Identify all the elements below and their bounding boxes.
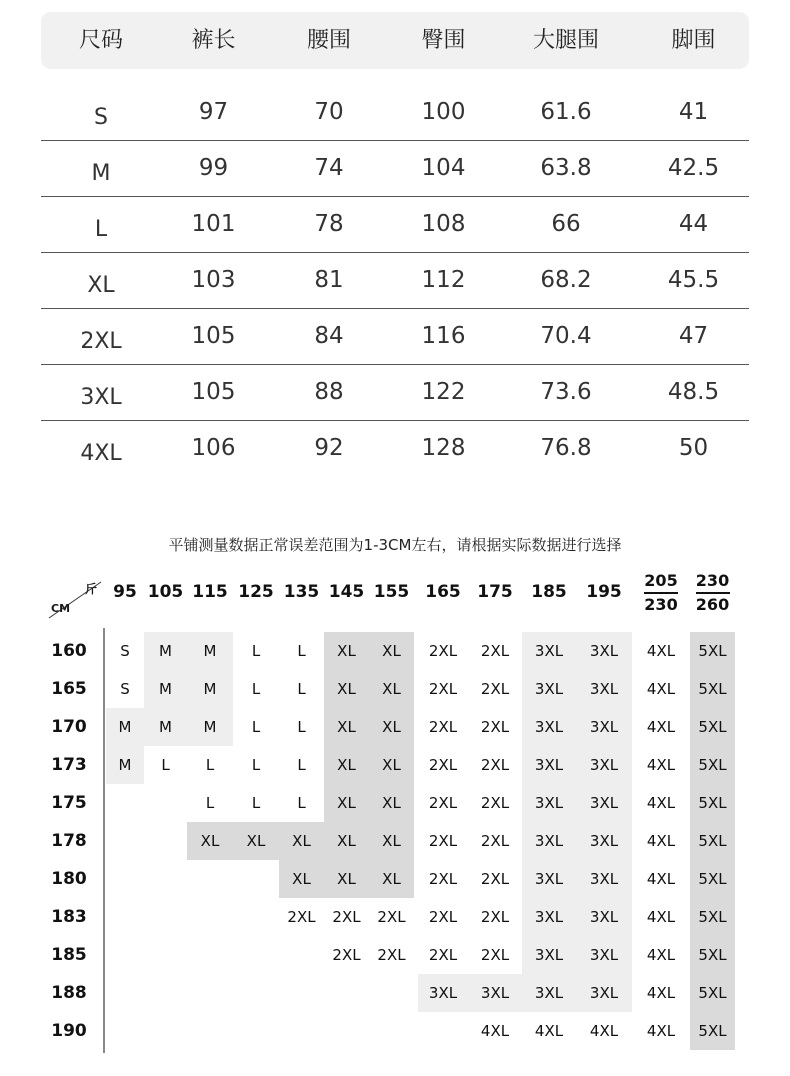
cell-thigh: 68.2	[540, 267, 592, 293]
size-recommendation-cell: 2XL	[480, 832, 510, 850]
size-recommendation-cell: 2XL	[428, 870, 458, 888]
header-thigh: 大腿围	[532, 28, 599, 53]
grid-divider	[103, 628, 105, 1053]
size-recommendation-cell: L	[297, 756, 306, 774]
size-recommendation-cell: 2XL	[480, 642, 510, 660]
weight-range-max: 260	[695, 595, 730, 614]
size-recommendation-cell: 2XL	[480, 794, 510, 812]
cell-hip: 128	[421, 435, 466, 461]
size-recommendation-cell: 2XL	[428, 680, 458, 698]
size-recommendation-cell: 4XL	[534, 1022, 564, 1040]
size-recommendation-cell: L	[251, 794, 261, 812]
size-recommendation-cell: 2XL	[428, 946, 458, 964]
weight-unit-label: 斤	[84, 582, 97, 596]
cell-thigh: 70.4	[540, 323, 592, 349]
size-recommendation-cell: 3XL	[576, 632, 632, 670]
weight-header: 195	[586, 582, 622, 602]
size-recommendation-cell: L	[251, 642, 261, 660]
size-recommendation-cell: 5XL	[690, 936, 735, 974]
size-recommendation-cell: 5XL	[690, 974, 735, 1012]
size-recommendation-cell: 4XL	[646, 870, 676, 888]
size-recommendation-cell: 4XL	[646, 908, 676, 926]
size-recommendation-cell: XL	[369, 860, 414, 898]
size-recommendation-cell: 3XL	[576, 936, 632, 974]
cell-pants-length: 99	[198, 155, 229, 181]
size-recommendation-cell: 3XL	[522, 632, 576, 670]
cell-pants-length: 101	[191, 211, 236, 237]
weight-header	[632, 570, 690, 614]
measurement-note: 平铺测量数据正常误差范围为1-3CM左右，请根据实际数据进行选择	[168, 536, 622, 554]
cell-leg-opening: 44	[678, 211, 709, 237]
size-recommendation-cell: L	[161, 756, 170, 774]
cell-size: 4XL	[80, 441, 122, 466]
cell-leg-opening: 45.5	[667, 267, 720, 293]
size-recommendation-cell: 2XL	[428, 794, 458, 812]
cell-thigh: 73.6	[540, 379, 592, 405]
size-recommendation-cell: XL	[324, 746, 369, 784]
size-recommendation-cell: 3XL	[522, 936, 576, 974]
size-recommendation-cell: L	[297, 680, 306, 698]
height-label: 183	[51, 907, 87, 927]
height-label: 185	[51, 945, 87, 965]
weight-header: 155	[373, 582, 410, 602]
cell-leg-opening: 48.5	[667, 379, 720, 405]
size-recommendation-cell: 3XL	[522, 784, 576, 822]
size-recommendation-cell: L	[205, 756, 215, 774]
size-recommendation-cell: XL	[233, 822, 279, 860]
size-recommendation-cell: 2XL	[377, 946, 406, 964]
size-recommendation-cell: 5XL	[690, 1012, 735, 1050]
size-recommendation-cell: 4XL	[646, 984, 676, 1002]
size-recommendation-cell: 3XL	[468, 974, 522, 1012]
size-recommendation-cell: 3XL	[576, 974, 632, 1012]
size-recommendation-cell: L	[297, 794, 306, 812]
size-recommendation-cell: L	[251, 718, 261, 736]
size-recommendation-cell: 2XL	[377, 908, 406, 926]
height-label: 180	[51, 869, 87, 889]
weight-header: 185	[531, 582, 567, 602]
size-recommendation-cell: M	[187, 670, 233, 708]
header-size: 尺码	[78, 28, 123, 53]
size-recommendation-cell: XL	[369, 822, 414, 860]
cell-size: L	[94, 217, 108, 242]
size-recommendation-cell: 3XL	[522, 898, 576, 936]
size-recommendation-cell: XL	[324, 860, 369, 898]
cell-size: 3XL	[80, 385, 122, 410]
height-unit-label: CM	[51, 602, 71, 615]
height-label: 170	[51, 717, 87, 737]
size-recommendation-cell: 2XL	[332, 946, 361, 964]
size-recommendation-cell: XL	[369, 708, 414, 746]
size-recommendation-cell: XL	[324, 822, 369, 860]
size-recommendation-cell: XL	[369, 670, 414, 708]
size-recommendation-cell: XL	[324, 784, 369, 822]
size-recommendation-cell: 2XL	[480, 870, 510, 888]
size-recommendation-cell: 5XL	[690, 784, 735, 822]
size-recommendation-cell: S	[120, 680, 130, 698]
header-waist: 腰围	[306, 28, 351, 53]
cell-pants-length: 106	[191, 435, 236, 461]
size-recommendation-cell: M	[144, 632, 187, 670]
header-hip: 臀围	[421, 28, 466, 53]
cell-hip: 116	[421, 323, 466, 349]
size-recommendation-cell: 5XL	[690, 822, 735, 860]
size-recommendation-cell: 4XL	[646, 718, 676, 736]
height-label: 175	[51, 793, 87, 813]
size-recommendation-cell: 3XL	[522, 974, 576, 1012]
size-recommendation-cell: 4XL	[589, 1022, 619, 1040]
weight-range-min: 230	[695, 571, 730, 590]
weight-header: 125	[238, 582, 274, 602]
cell-hip: 122	[421, 379, 466, 405]
height-label: 178	[51, 831, 87, 851]
size-recommendation-cell: 2XL	[428, 908, 458, 926]
size-recommendation-cell: XL	[324, 708, 369, 746]
cell-waist: 70	[314, 99, 344, 125]
cell-pants-length: 105	[191, 379, 236, 405]
cell-leg-opening: 50	[678, 435, 709, 461]
weight-range-min: 205	[644, 571, 678, 590]
size-recommendation-cell: 2XL	[480, 718, 510, 736]
cell-pants-length: 97	[198, 99, 229, 125]
size-recommendation-cell: 3XL	[522, 860, 576, 898]
size-recommendation-cell: L	[205, 794, 215, 812]
size-recommendation-cell: L	[297, 718, 306, 736]
weight-header: 115	[192, 582, 228, 602]
size-recommendation-cell: 3XL	[418, 974, 468, 1012]
cell-waist: 84	[314, 323, 344, 349]
cell-hip: 100	[421, 99, 466, 125]
weight-header: 105	[147, 582, 184, 602]
size-recommendation-cell: 4XL	[646, 756, 676, 774]
height-label: 160	[51, 641, 87, 661]
weight-header: 95	[113, 582, 137, 602]
size-recommendation-cell: 2XL	[428, 832, 458, 850]
weight-header	[690, 570, 735, 614]
size-recommendation-cell: 3XL	[522, 822, 576, 860]
size-recommendation-cell: 5XL	[690, 860, 735, 898]
size-recommendation-cell: L	[251, 756, 261, 774]
size-recommendation-cell: 3XL	[522, 670, 576, 708]
weight-header: 145	[328, 582, 365, 602]
weight-header: 165	[425, 582, 461, 602]
size-recommendation-cell: 3XL	[576, 860, 632, 898]
height-label: 173	[51, 755, 87, 775]
cell-thigh: 76.8	[540, 435, 592, 461]
size-recommendation-cell: 5XL	[690, 632, 735, 670]
size-recommendation-cell: XL	[324, 670, 369, 708]
size-recommendation-cell: 2XL	[480, 908, 510, 926]
weight-header: 135	[283, 582, 320, 602]
size-recommendation-cell: 3XL	[576, 670, 632, 708]
size-recommendation-cell: M	[106, 746, 144, 784]
size-recommendation-cell: 3XL	[522, 708, 576, 746]
weight-range-max: 230	[644, 595, 678, 614]
size-recommendation-cell: M	[106, 708, 144, 746]
size-recommendation-cell: 3XL	[522, 746, 576, 784]
weight-header: 175	[477, 582, 513, 602]
size-recommendation-cell: XL	[369, 632, 414, 670]
cell-thigh: 63.8	[540, 155, 592, 181]
size-recommendation-cell: M	[144, 708, 187, 746]
size-recommendation-cell: 2XL	[480, 946, 510, 964]
size-recommendation-cell: 2XL	[480, 680, 510, 698]
size-recommendation-cell: XL	[279, 860, 324, 898]
cell-hip: 112	[421, 267, 466, 293]
size-recommendation-cell: M	[187, 632, 233, 670]
size-recommendation-cell: 4XL	[480, 1022, 510, 1040]
size-recommendation-cell: 3XL	[576, 708, 632, 746]
cell-waist: 74	[314, 155, 344, 181]
size-recommendation-cell: 3XL	[576, 746, 632, 784]
size-recommendation-cell: S	[120, 642, 130, 660]
grid-corner	[45, 578, 103, 620]
cell-leg-opening: 41	[678, 99, 709, 125]
size-recommendation-cell: 2XL	[332, 908, 361, 926]
size-recommendation-cell: 4XL	[646, 642, 676, 660]
height-label: 190	[51, 1021, 87, 1041]
size-recommendation-cell: 4XL	[646, 680, 676, 698]
height-label: 188	[51, 983, 87, 1003]
size-recommendation-cell: 3XL	[576, 898, 632, 936]
cell-waist: 92	[314, 435, 344, 461]
size-recommendation-cell: L	[297, 642, 306, 660]
cell-hip: 104	[421, 155, 466, 181]
cell-waist: 88	[314, 379, 344, 405]
cell-size: XL	[87, 273, 115, 298]
cell-thigh: 61.6	[540, 99, 592, 125]
cell-hip: 108	[421, 211, 466, 237]
size-recommendation-cell: 2XL	[480, 756, 510, 774]
size-recommendation-cell: 4XL	[646, 1022, 676, 1040]
size-recommendation-cell: L	[251, 680, 261, 698]
size-recommendation-cell: 4XL	[646, 832, 676, 850]
size-recommendation-cell: 3XL	[576, 822, 632, 860]
cell-size: S	[94, 105, 108, 130]
cell-pants-length: 103	[191, 267, 236, 293]
size-recommendation-cell: 5XL	[690, 708, 735, 746]
header-leg-opening: 脚围	[671, 28, 716, 53]
cell-leg-opening: 42.5	[667, 155, 720, 181]
size-recommendation-cell: 4XL	[646, 794, 676, 812]
size-recommendation-cell: XL	[279, 822, 324, 860]
height-label: 165	[51, 679, 87, 699]
size-recommendation-cell: M	[187, 708, 233, 746]
size-recommendation-cell: 5XL	[690, 898, 735, 936]
size-recommendation-cell: 4XL	[646, 946, 676, 964]
header-pants-length: 裤长	[191, 28, 236, 53]
size-recommendation-cell: 2XL	[428, 756, 458, 774]
size-table-header	[41, 12, 749, 69]
size-recommendation-cell: M	[144, 670, 187, 708]
size-recommendation-cell: 2XL	[428, 718, 458, 736]
size-recommendation-cell: 5XL	[690, 670, 735, 708]
cell-waist: 81	[314, 267, 344, 293]
cell-waist: 78	[314, 211, 344, 237]
cell-size: M	[91, 161, 111, 186]
cell-pants-length: 105	[191, 323, 236, 349]
size-recommendation-cell: 5XL	[690, 746, 735, 784]
size-recommendation-cell: XL	[369, 746, 414, 784]
size-recommendation-cell: 2XL	[428, 642, 458, 660]
size-recommendation-cell: XL	[187, 822, 233, 860]
size-recommendation-cell: 3XL	[576, 784, 632, 822]
size-recommendation-cell: XL	[369, 784, 414, 822]
size-recommendation-cell: XL	[324, 632, 369, 670]
cell-thigh: 66	[551, 211, 581, 237]
cell-size: 2XL	[80, 329, 122, 354]
size-recommendation-cell: 2XL	[287, 908, 316, 926]
cell-leg-opening: 47	[678, 323, 709, 349]
